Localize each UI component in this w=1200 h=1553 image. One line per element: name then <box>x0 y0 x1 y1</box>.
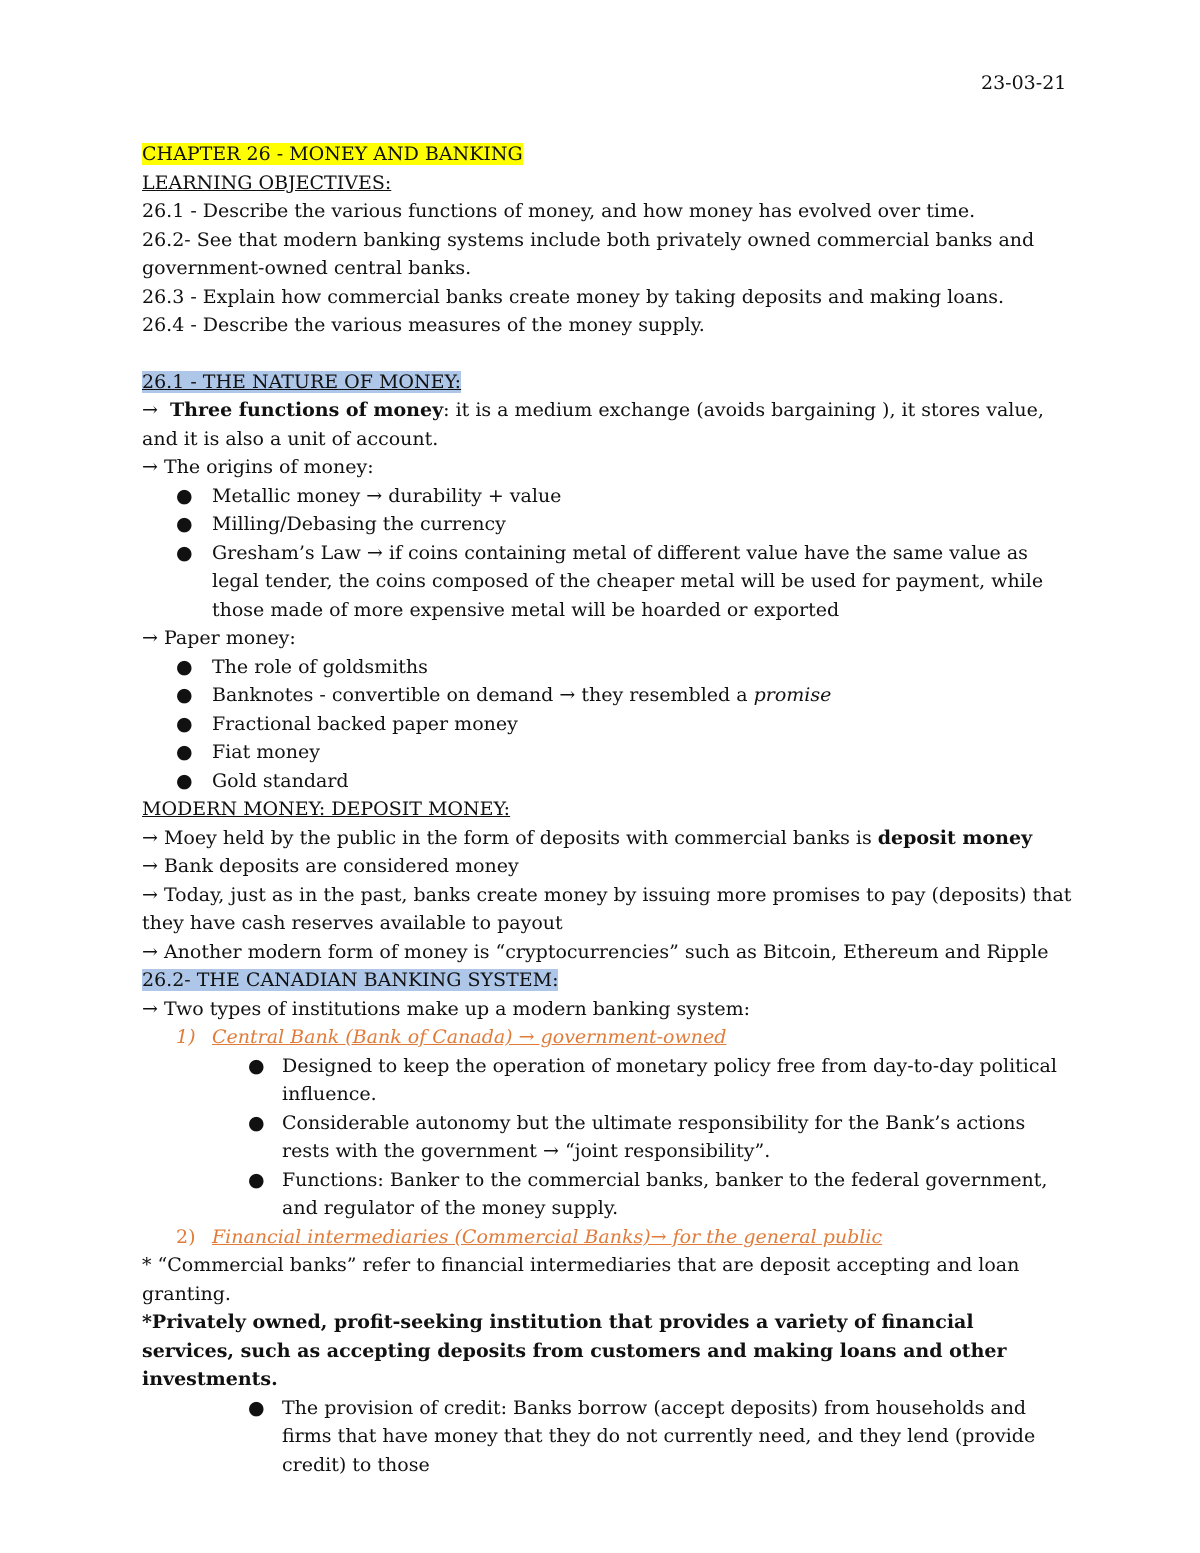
modern-line: → Bank deposits are considered money <box>142 855 519 877</box>
functions-bold: Three functions of money <box>170 399 444 421</box>
section-heading-26-1: 26.1 - THE NATURE OF MONEY: <box>142 370 462 393</box>
bullet-icon: ● <box>176 484 193 507</box>
objective-item: 26.3 - Explain how commercial banks create money by taking deposits and making loans. <box>142 285 1005 308</box>
list-item-text: Fiat money <box>212 741 320 763</box>
objective-item: 26.2- See that modern banking systems include both privately owned commercial banks and government-owned central banks. <box>142 228 1035 279</box>
deposit-money-bold: deposit money <box>877 826 1033 849</box>
bullet-icon: ● <box>176 741 193 763</box>
list-item-text: Fractional backed paper money <box>212 712 518 735</box>
list-item <box>142 681 1072 710</box>
section-heading-26-2: 26.2- THE CANADIAN BANKING SYSTEM: <box>142 969 559 991</box>
list-item-text: Considerable autonomy but the ultimate responsibility for the Bank’s actions rests with the government → “joint responsibility”. <box>282 1111 1026 1162</box>
list-item-text: Milling/Debasing the currency <box>212 513 506 535</box>
list-item <box>142 710 1072 739</box>
list-item-text: Metallic money → durability + value <box>212 484 562 507</box>
numbered-item <box>142 1023 1072 1052</box>
bullet-icon: ● <box>248 1111 265 1134</box>
bullet-icon: ● <box>176 684 193 706</box>
modern-line: → Another modern form of money is “cryptocurrencies” such as Bitcoin, Ethereum and Ripple <box>142 940 1049 963</box>
list-item-text: Designed to keep the operation of monetary policy free from day-to-day political influence. <box>282 1054 1057 1105</box>
paper-money-line: → Paper money: <box>142 627 296 649</box>
bullet-icon: ● <box>176 541 193 564</box>
list-item <box>142 738 1072 767</box>
list-item <box>142 1166 1072 1223</box>
notes-body <box>142 140 1072 1479</box>
list-item-text: The role of goldsmiths <box>212 655 428 678</box>
objective-item: 26.1 - Describe the various functions of money, and how money has evolved over time. <box>142 200 976 222</box>
list-item <box>142 1052 1072 1109</box>
objective-item: 26.4 - Describe the various measures of the money supply. <box>142 314 705 336</box>
deposit-money-text: → Moey held by the public in the form of deposits with commercial banks is <box>142 826 878 849</box>
list-item <box>142 767 1072 796</box>
bullet-icon: ● <box>176 513 193 535</box>
list-item <box>142 482 1072 511</box>
list-item <box>142 653 1072 682</box>
bullet-icon: ● <box>248 1054 265 1077</box>
functions-line <box>142 396 1072 453</box>
list-item-text: The provision of credit: Banks borrow (accept deposits) from households and firms that have money that they do not currently need, and they lend (provide credit) to those <box>282 1396 1036 1476</box>
arrow-icon: → <box>142 399 158 421</box>
bullet-icon: ● <box>248 1396 265 1419</box>
list-item-text: Gresham’s Law → if coins containing metal of different value have the same value as legal tender, the coins composed of the cheaper metal will be used for payment, while those made of more expensive metal will be hoarded or exported <box>212 541 1044 621</box>
learning-objectives-heading: LEARNING OBJECTIVES: <box>142 171 392 194</box>
bullet-icon: ● <box>248 1168 265 1191</box>
note-bold-line: *Privately owned, profit-seeking institution that provides a variety of financial services, such as accepting deposits from customers and making loans and other investments. <box>142 1311 1007 1390</box>
list-item-text: Banknotes - convertible on demand → they resembled a <box>212 684 754 706</box>
item-number: 1) <box>176 1026 196 1048</box>
modern-money-heading: MODERN MONEY: DEPOSIT MONEY: <box>142 798 511 820</box>
promise-italic: promise <box>753 684 832 706</box>
list-item-text: Functions: Banker to the commercial banks, banker to the federal government, and regulator of the money supply. <box>282 1168 1048 1219</box>
functions-rest: : it is a medium exchange (avoids bargaining ), it stores value, and it is also a unit of account. <box>142 399 1044 450</box>
numbered-item <box>142 1223 1072 1252</box>
spacer <box>142 340 1072 368</box>
item-number: 2) <box>176 1225 196 1248</box>
list-item-text: Gold standard <box>212 769 349 792</box>
modern-line: → Today, just as in the past, banks create money by issuing more promises to pay (deposits) that they have cash reserves available to payout <box>142 883 1072 934</box>
list-item <box>142 1394 1072 1480</box>
banking-intro: → Two types of institutions make up a modern banking system: <box>142 997 751 1020</box>
chapter-title: CHAPTER 26 - MONEY AND BANKING <box>142 143 523 165</box>
date-label: 23-03-21 <box>981 72 1067 94</box>
bullet-icon: ● <box>176 712 193 735</box>
numbered-item-text: Financial intermediaries (Commercial Banks)→ for the general public <box>212 1225 883 1248</box>
list-item <box>142 1109 1072 1166</box>
list-item <box>142 539 1072 625</box>
bullet-icon: ● <box>176 769 193 792</box>
deposit-money-line <box>142 824 1072 853</box>
note-line: * “Commercial banks” refer to financial intermediaries that are deposit accepting and loan granting. <box>142 1254 1020 1305</box>
origins-line: → The origins of money: <box>142 456 374 478</box>
bullet-icon: ● <box>176 655 193 678</box>
numbered-item-text: Central Bank (Bank of Canada) → government-owned <box>212 1026 727 1048</box>
list-item <box>142 510 1072 539</box>
